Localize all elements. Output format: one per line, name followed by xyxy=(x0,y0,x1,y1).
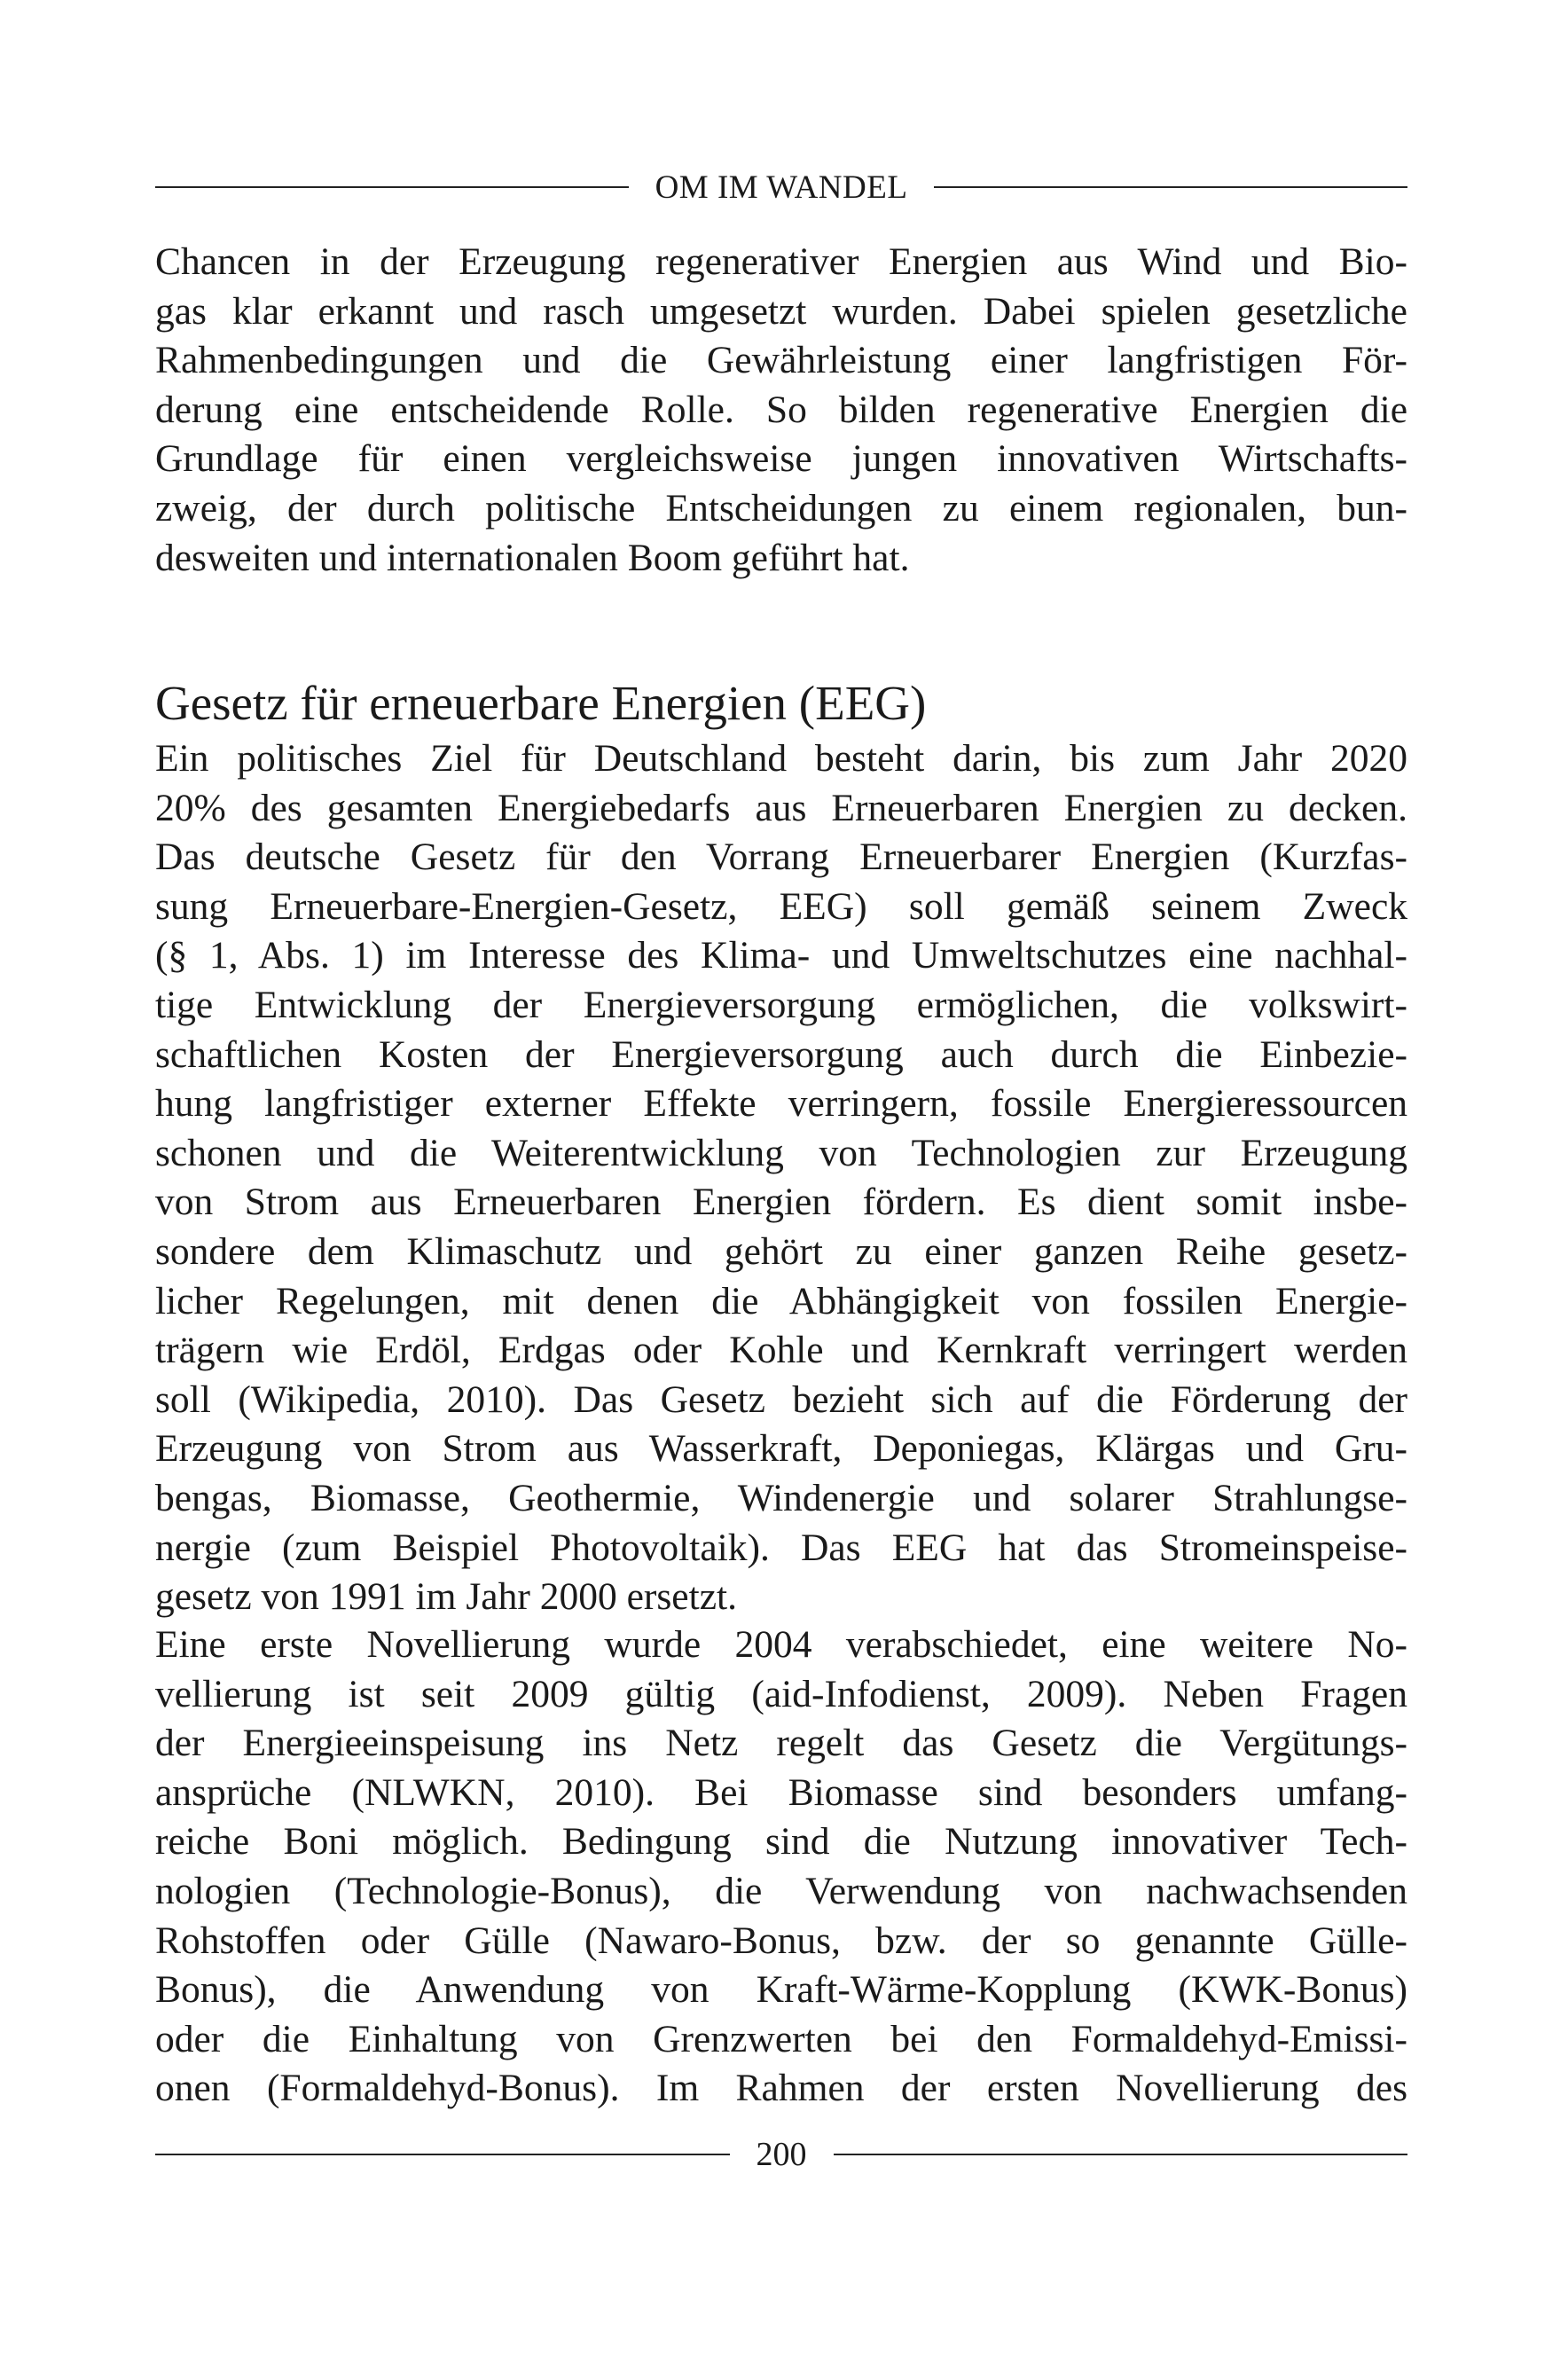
text-line: Grundlage für einen vergleichsweise jungen innovativen Wirtschafts- xyxy=(155,437,1407,481)
text-line: reiche Boni möglich. Bedingung sind die Nutzung innovativer Tech- xyxy=(155,1820,1407,1864)
text-line: Ein politisches Ziel für Deutschland besteht darin, bis zum Jahr 2020 xyxy=(155,737,1407,780)
paragraph-intro xyxy=(155,238,1407,583)
paragraph-eeg-goals xyxy=(155,734,1407,1622)
text-line: Eine erste Novellierung wurde 2004 verabschiedet, eine weitere No- xyxy=(155,1623,1407,1666)
text-line: sung Erneuerbare-Energien-Gesetz, EEG) soll gemäß seinem Zweck xyxy=(155,884,1407,928)
text-line: Erzeugung von Strom aus Wasserkraft, Deponiegas, Klärgas und Gru- xyxy=(155,1427,1407,1471)
text-line: oder die Einhaltung von Grenzwerten bei den Formaldehyd-Emissi- xyxy=(155,2017,1407,2060)
text-line: Rohstoffen oder Gülle (Nawaro-Bonus, bzw. der so genannte Gülle- xyxy=(155,1919,1407,1962)
text-line: nologien (Technologie-Bonus), die Verwendung von nachwachsenden xyxy=(155,1869,1407,1912)
text-line: Rahmenbedingungen und die Gewährleistung einer langfristigen För- xyxy=(155,339,1407,382)
text-line: bengas, Biomasse, Geothermie, Windenergie und solarer Strahlungse- xyxy=(155,1476,1407,1519)
text-line: der Energieeinspeisung ins Netz regelt das Gesetz die Vergütungs- xyxy=(155,1722,1407,1765)
paragraph-novellierung xyxy=(155,1621,1407,2114)
text-line: trägern wie Erdöl, Erdgas oder Kohle und Kernkraft verringert werden xyxy=(155,1329,1407,1372)
text-line: derung eine entscheidende Rolle. So bilden regenerative Energien die xyxy=(155,388,1407,431)
text-line: gas klar erkannt und rasch umgesetzt wurden. Dabei spielen gesetzliche xyxy=(155,289,1407,333)
page-footer xyxy=(155,2132,1407,2177)
header-rule-left xyxy=(155,186,629,188)
footer-rule-left xyxy=(155,2154,730,2155)
text-line: tige Entwicklung der Energieversorgung ermöglichen, die volkswirt- xyxy=(155,983,1407,1026)
header-rule-right xyxy=(934,186,1407,188)
text-line: schonen und die Weiterentwicklung von Technologien zur Erzeugung xyxy=(155,1131,1407,1174)
text-line: (§ 1, Abs. 1) im Interesse des Klima- und Umweltschutzes eine nachhal- xyxy=(155,934,1407,977)
text-line: soll (Wikipedia, 2010). Das Gesetz bezieht sich auf die Förderung der xyxy=(155,1377,1407,1421)
section-heading: Gesetz für erneuerbare Energien (EEG) xyxy=(155,676,927,730)
running-title: OM IM WANDEL xyxy=(655,169,908,206)
text-line: 20% des gesamten Energiebedarfs aus Erneuerbaren Energien zu decken. xyxy=(155,786,1407,829)
text-line: Chancen in der Erzeugung regenerativer Energien aus Wind und Bio- xyxy=(155,240,1407,283)
text-line: sondere dem Klimaschutz und gehört zu einer ganzen Reihe gesetz- xyxy=(155,1229,1407,1273)
text-line: licher Regelungen, mit denen die Abhängigkeit von fossilen Energie- xyxy=(155,1279,1407,1322)
text-line: vellierung ist seit 2009 gültig (aid-Infodienst, 2009). Neben Fragen xyxy=(155,1672,1407,1715)
text-line: schaftlichen Kosten der Energieversorgung auch durch die Einbezie- xyxy=(155,1032,1407,1076)
running-header xyxy=(155,165,1407,209)
text-line: von Strom aus Erneuerbaren Energien fördern. Es dient somit insbe- xyxy=(155,1181,1407,1224)
text-line: onen (Formaldehyd-Bonus). Im Rahmen der ersten Novellierung des xyxy=(155,2067,1407,2110)
text-line: ansprüche (NLWKN, 2010). Bei Biomasse sind besonders umfang- xyxy=(155,1770,1407,1814)
text-line: zweig, der durch politische Entscheidungen zu einem regionalen, bun- xyxy=(155,486,1407,530)
text-line: gesetz von 1991 im Jahr 2000 ersetzt. xyxy=(155,1575,737,1619)
text-line: Das deutsche Gesetz für den Vorrang Erneuerbarer Energien (Kurzfas- xyxy=(155,836,1407,879)
page-number: 200 xyxy=(756,2136,807,2173)
text-line: Bonus), die Anwendung von Kraft-Wärme-Kopplung (KWK-Bonus) xyxy=(155,1968,1407,2012)
footer-rule-right xyxy=(834,2154,1408,2155)
text-line: hung langfristiger externer Effekte verringern, fossile Energieressourcen xyxy=(155,1082,1407,1126)
text-line: desweiten und internationalen Boom geführt hat. xyxy=(155,536,910,579)
text-line: nergie (zum Beispiel Photovoltaik). Das EEG hat das Stromeinspeise- xyxy=(155,1526,1407,1569)
